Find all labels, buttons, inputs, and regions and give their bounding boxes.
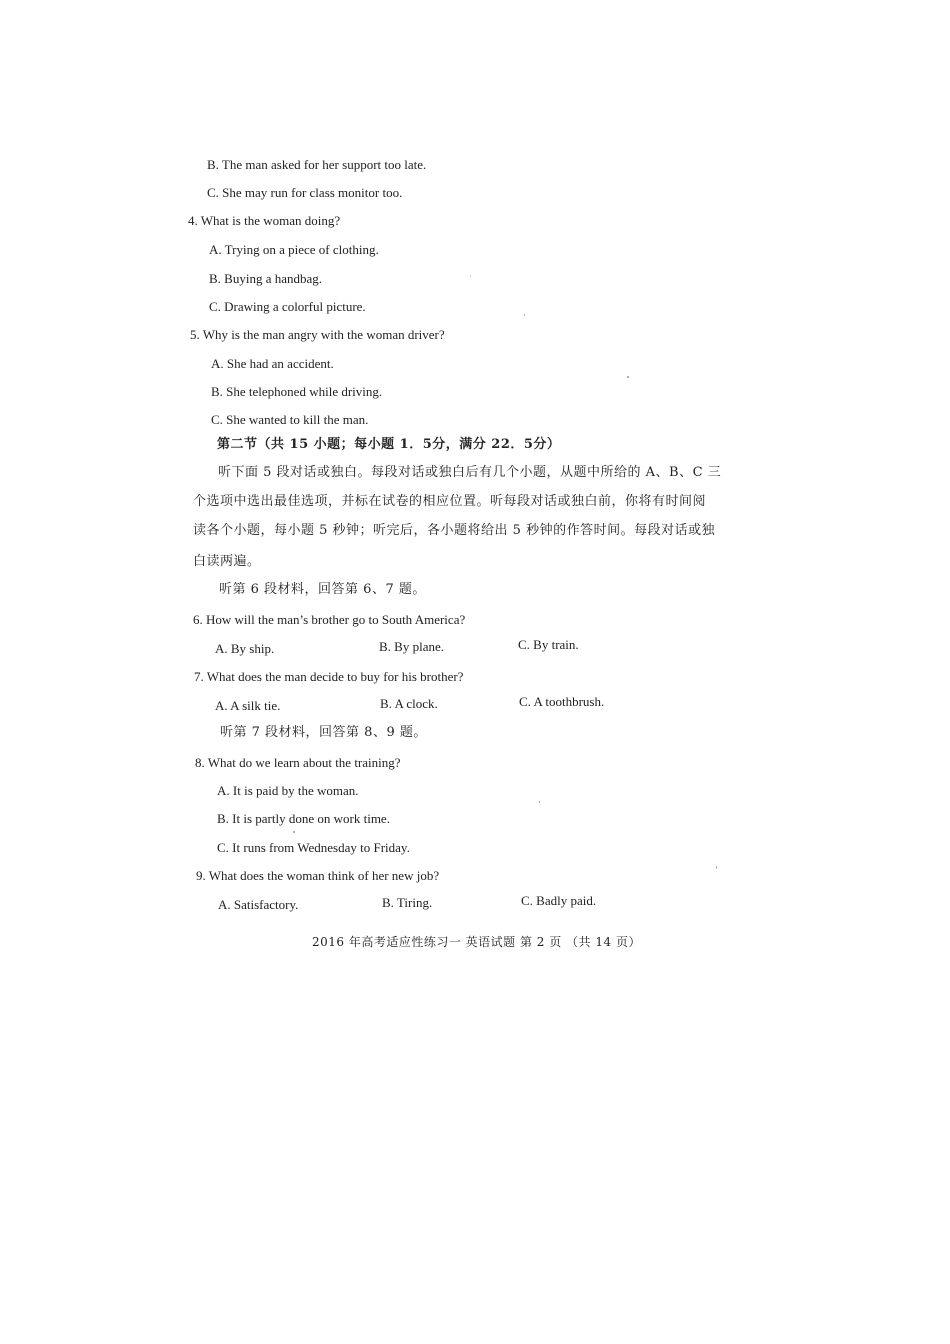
section2-instructions-4: 白读两遍。: [193, 554, 261, 569]
scan-speck: [716, 866, 717, 869]
q7-option-a: A. A silk tie.: [215, 698, 281, 713]
material-7-label: 听第 7 段材料，回答第 8、9 题。: [220, 725, 427, 740]
q6-option-b: B. By plane.: [379, 639, 444, 654]
q9-question: 9. What does the woman think of her new job?: [196, 868, 440, 883]
q5-option-c: C. She wanted to kill the man.: [211, 412, 369, 427]
q5-question: 5. Why is the man angry with the woman driver?: [190, 327, 445, 342]
q9-option-b: B. Tiring.: [382, 895, 433, 910]
section2-instructions-3: 读各个小题，每小题 5 秒钟；听完后，各小题将给出 5 秒钟的作答时间。每段对话或独: [193, 523, 716, 538]
q7-option-b: B. A clock.: [380, 696, 438, 711]
q6-question: 6. How will the man’s brother go to South America?: [193, 612, 466, 627]
q8-question: 8. What do we learn about the training?: [195, 755, 401, 770]
q7-question: 7. What does the man decide to buy for his brother?: [194, 669, 464, 684]
q7-option-c: C. A toothbrush.: [519, 694, 605, 709]
section2-instructions-2: 个选项中选出最佳选项，并标在试卷的相应位置。听每段对话或独白前，你将有时间阅: [193, 494, 707, 509]
q6-option-a: A. By ship.: [215, 641, 275, 656]
scan-speck: [627, 376, 629, 378]
q9-option-c: C. Badly paid.: [521, 893, 597, 908]
q5-option-a: A. She had an accident.: [211, 356, 334, 371]
q6-option-c: C. By train.: [518, 637, 579, 652]
q4-option-a: A. Trying on a piece of clothing.: [209, 242, 379, 257]
scan-speck: [470, 276, 471, 277]
q8-option-a: A. It is paid by the woman.: [217, 783, 359, 798]
scan-speck: [539, 801, 540, 803]
q4-question: 4. What is the woman doing?: [188, 213, 341, 228]
section2-heading: 第二节（共 15 小题；每小题 1．5分，满分 22．5分）: [217, 437, 561, 452]
q3-option-b: B. The man asked for her support too late.: [207, 157, 427, 172]
page-footer: 2016 年高考适应性练习一 英语试题 第 2 页 （共 14 页）: [312, 935, 641, 949]
q8-option-c: C. It runs from Wednesday to Friday.: [217, 840, 410, 855]
q3-option-c: C. She may run for class monitor too.: [207, 185, 403, 200]
scan-speck: [524, 314, 525, 316]
q9-option-a: A. Satisfactory.: [218, 897, 299, 912]
q4-option-c: C. Drawing a colorful picture.: [209, 299, 366, 314]
q4-option-b: B. Buying a handbag.: [209, 271, 323, 286]
q5-option-b: B. She telephoned while driving.: [211, 384, 383, 399]
q8-option-b: B. It is partly done on work time.: [217, 811, 390, 826]
section2-instructions-1: 听下面 5 段对话或独白。每段对话或独白后有几个小题，从题中所给的 A、B、C 三: [218, 465, 722, 480]
material-6-label: 听第 6 段材料，回答第 6、7 题。: [219, 582, 426, 597]
scan-speck: [293, 831, 295, 833]
